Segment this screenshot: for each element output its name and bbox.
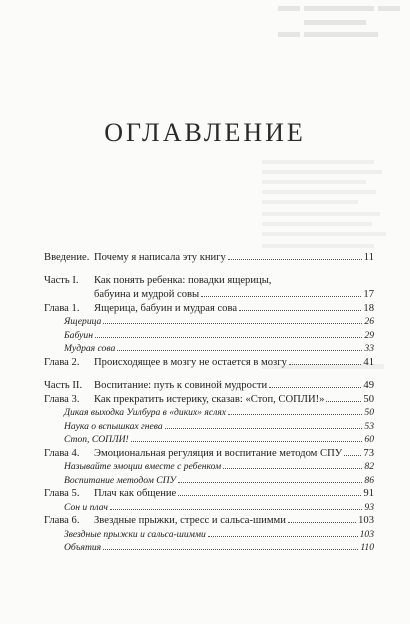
toc-subentry[interactable]	[44, 314, 374, 328]
toc-subentry[interactable]	[44, 419, 374, 433]
toc-entry-title: Как прекратить истерику, сказав: «Стоп, СОПЛИ!»	[94, 393, 325, 405]
toc-subentry[interactable]	[44, 527, 374, 541]
toc-entry-label: Введение.	[44, 252, 90, 263]
toc-entry-page: 50	[364, 407, 374, 418]
toc-entry-label: Часть I.	[44, 274, 79, 286]
toc-entry-page: 53	[364, 420, 374, 432]
toc-subentry[interactable]	[44, 459, 374, 473]
toc-entry-title: Воспитание: путь к совиной мудрости	[94, 380, 268, 391]
toc-entry-page: 110	[360, 542, 374, 553]
toc-entry-chapter-6[interactable]	[44, 513, 374, 527]
dot-leader	[208, 527, 358, 537]
toc-subentry[interactable]	[44, 432, 374, 446]
toc-entry-page: 82	[364, 461, 374, 472]
toc-entry-label: Глава 6.	[44, 515, 80, 526]
toc-entry-chapter-4[interactable]	[44, 446, 374, 460]
toc-subentry-title: Воспитание методом СПУ	[64, 474, 177, 486]
toc-entry-label: Глава 4.	[44, 447, 80, 459]
toc-entry-title: Почему я написала эту книгу	[94, 252, 226, 263]
toc-entry-part-1-continued[interactable]	[44, 287, 374, 301]
toc-entry-chapter-5[interactable]	[44, 486, 374, 500]
toc-entry-page: 91	[363, 488, 374, 499]
toc-entry-page: 86	[364, 474, 374, 486]
toc-entry-chapter-2[interactable]	[44, 355, 374, 369]
toc-entry-page: 26	[364, 316, 374, 327]
toc-subentry-title: Звездные прыжки и сальса-шимми	[64, 528, 206, 540]
toc-entry-page: 33	[364, 343, 374, 354]
dot-leader	[269, 378, 361, 388]
toc-subentry-title: Бабуин	[64, 329, 93, 341]
toc-entry-label: Глава 1.	[44, 302, 80, 314]
dot-leader	[95, 328, 362, 338]
toc-subentry[interactable]	[44, 540, 374, 554]
toc-subentry-title: Сон и плач	[64, 501, 108, 513]
dot-leader	[103, 314, 362, 324]
dot-leader	[239, 301, 361, 311]
toc-entry-page: 73	[363, 447, 374, 459]
dot-leader	[103, 540, 358, 550]
toc-entry-page: 49	[363, 380, 374, 391]
toc-entry-page: 103	[358, 515, 374, 526]
toc-entry-page: 103	[359, 528, 374, 540]
dot-leader	[228, 405, 362, 415]
dot-leader	[326, 392, 361, 402]
dot-leader	[201, 287, 361, 297]
toc-subentry-title: Наука о вспышках гнева	[64, 420, 163, 432]
toc-entry-title: Плач как общение	[94, 488, 177, 499]
toc-entry-page: 18	[363, 302, 374, 314]
toc-subentry-title: Дикая выходка Уилбура в «диких» яслях	[64, 407, 227, 418]
dot-leader	[178, 473, 362, 483]
toc-entry-page: 41	[363, 356, 374, 368]
toc-entry-label: Глава 3.	[44, 393, 80, 405]
toc-subentry-title: Объятия	[64, 542, 102, 553]
toc-entry-title: Звездные прыжки, стресс и сальса-шимми	[94, 515, 286, 526]
toc-subentry[interactable]	[44, 328, 374, 342]
dot-leader	[289, 355, 362, 365]
toc-entry-part-2[interactable]	[44, 378, 374, 392]
toc-subentry-title: Называйте эмоции вместе с ребенком	[64, 461, 222, 472]
toc-subentry-title: Стоп, СОПЛИ!	[64, 434, 129, 445]
toc-entry-part-1[interactable]	[44, 274, 374, 288]
toc-entry-title-continued: бабуина и мудрой совы	[94, 289, 200, 300]
toc-entry-chapter-3[interactable]	[44, 392, 374, 406]
toc-subentry-title: Мудрая сова	[64, 343, 116, 354]
toc-entry-title: Как понять ребенка: повадки ящерицы,	[94, 274, 272, 286]
dot-leader	[228, 250, 362, 260]
dot-leader	[178, 486, 361, 496]
toc-entry-title: Происходящее в мозгу не остается в мозгу	[94, 356, 287, 368]
table-of-contents	[44, 250, 374, 554]
dot-leader	[110, 500, 362, 510]
toc-subentry-title: Ящерица	[64, 316, 102, 327]
toc-subentry[interactable]	[44, 473, 374, 487]
toc-entry-page: 93	[364, 501, 374, 513]
toc-subentry[interactable]	[44, 405, 374, 419]
page-title: ОГЛАВЛЕНИЕ	[104, 118, 306, 147]
dot-leader	[223, 459, 362, 469]
toc-entry-page: 29	[364, 329, 374, 341]
toc-subentry[interactable]	[44, 500, 374, 514]
toc-entry-label: Часть II.	[44, 380, 83, 391]
toc-subentry[interactable]	[44, 341, 374, 355]
toc-entry-page: 17	[363, 289, 374, 300]
toc-entry-page: 11	[363, 252, 374, 263]
toc-entry-page: 60	[364, 434, 374, 445]
dot-leader	[344, 446, 361, 456]
toc-entry-title: Ящерица, бабуин и мудрая сова	[94, 302, 238, 314]
toc-entry-introduction[interactable]	[44, 250, 374, 264]
toc-entry-label: Глава 2.	[44, 356, 80, 368]
toc-entry-page: 50	[363, 393, 374, 405]
dot-leader	[288, 513, 356, 523]
toc-entry-title: Эмоциональная регуляция и воспитание методом СПУ	[94, 447, 343, 459]
toc-entry-label: Глава 5.	[44, 488, 80, 499]
toc-entry-chapter-1[interactable]	[44, 301, 374, 315]
dot-leader	[131, 432, 363, 442]
dot-leader	[165, 419, 363, 429]
dot-leader	[117, 341, 362, 351]
